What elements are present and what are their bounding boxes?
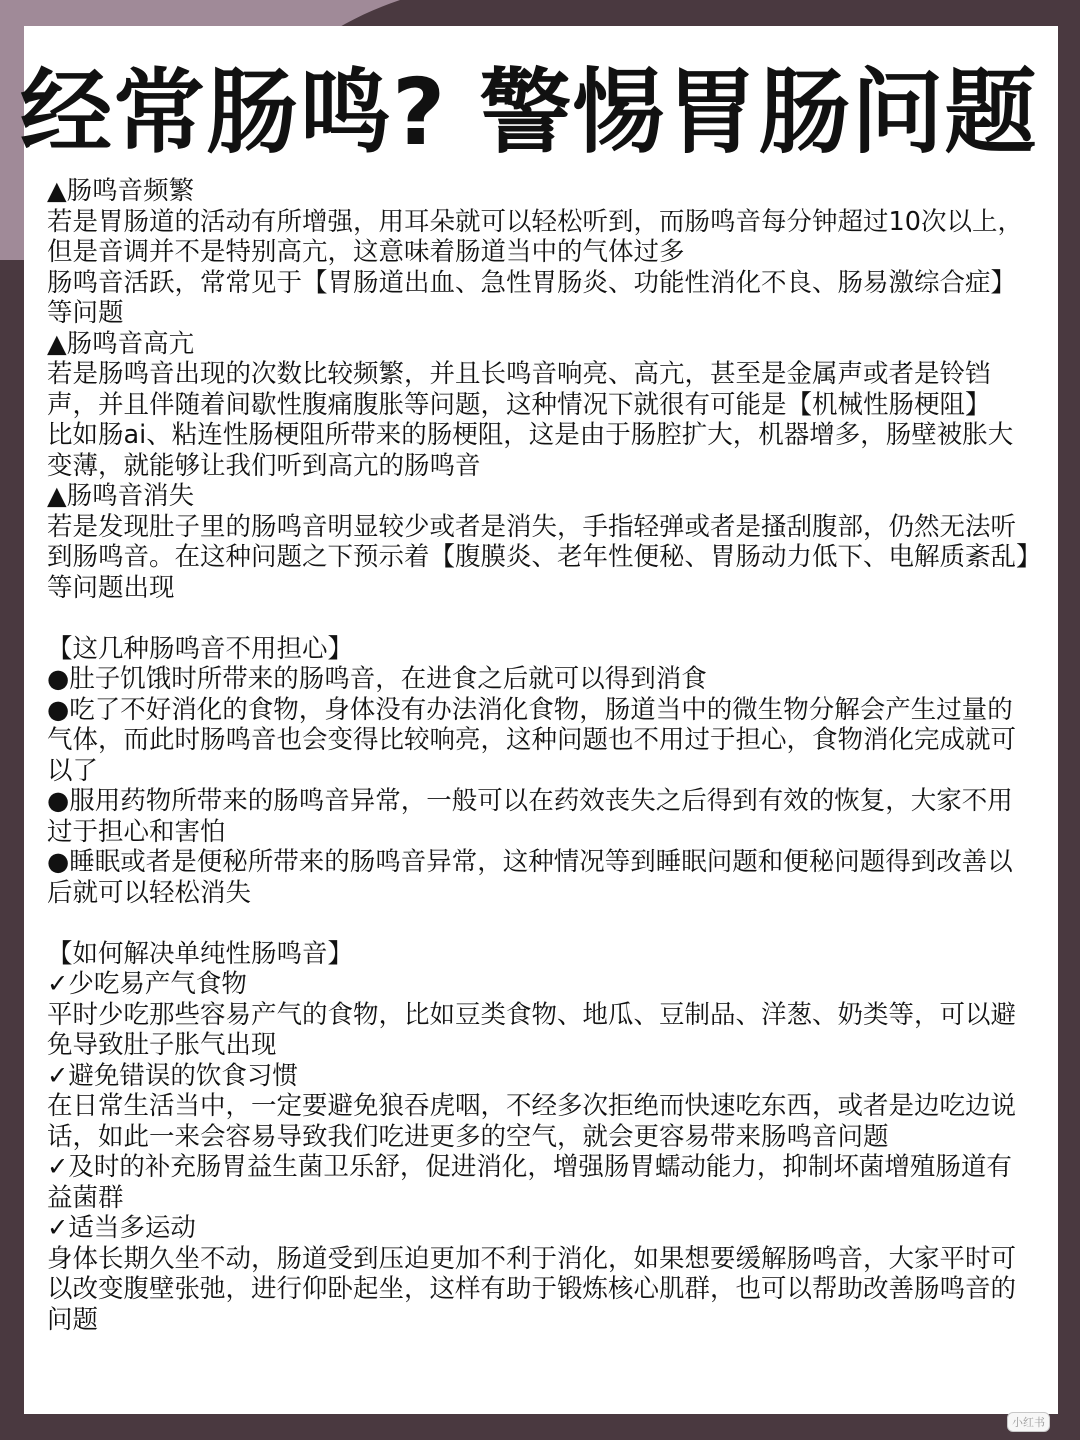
paragraph: 比如肠ai、粘连性肠梗阻所带来的肠梗阻，这是由于肠腔扩大，机器增多，肠壁被胀大变薄，就能够让我们听到高亢的肠鸣音 xyxy=(47,420,1014,481)
section-heading: ▲肠鸣音频繁 xyxy=(47,176,195,206)
list-item: ●睡眠或者是便秘所带来的肠鸣音异常，这种情况等到睡眠问题和便秘问题得到改善以后就可以轻松消失 xyxy=(47,847,1013,908)
section-heading: ▲肠鸣音高亢 xyxy=(47,328,195,359)
spacer xyxy=(47,603,1037,634)
paragraph: 若是发现肚子里的肠鸣音明显较少或者是消失，手指轻弹或者是搔刮腹部，仍然无法听到肠鸣音。在这种问题之下预示着【腹膜炎、老年性便秘、胃肠动力低下、电解质紊乱】等问题出现 xyxy=(47,511,1029,603)
list-item: ●肚子饥饿时所带来的肠鸣音，在进食之后就可以得到消食 xyxy=(47,664,707,694)
page-title: 经常肠鸣? 警惕胃肠问题 xyxy=(20,59,1038,166)
solution-title: ✓适当多运动 xyxy=(47,1213,196,1243)
solution-title: ✓避免错误的饮食习惯 xyxy=(47,1060,298,1091)
list-item: ●服用药物所带来的肠鸣音异常，一般可以在药效丧失之后得到有效的恢复，大家不用过于担心和害怕 xyxy=(47,786,1013,847)
solution-title: ✓少吃易产气食物 xyxy=(47,969,247,999)
spacer xyxy=(47,908,1037,939)
solution-title: ✓及时的补充肠胃益生菌卫乐舒，促进消化，增强肠胃蠕动能力，抑制坏菌增殖肠道有益菌群 xyxy=(47,1152,1012,1213)
paragraph: 若是肠鸣音出现的次数比较频繁，并且长鸣音响亮、高亢，甚至是金属声或者是铃铛声，并且伴随着间歇性腹痛腹胀等问题，这种情况下就很有可能是【机械性肠梗阻】 xyxy=(47,359,991,420)
paragraph: 若是胃肠道的活动有所增强，用耳朵就可以轻松听到，而肠鸣音每分钟超过10次以上，但是音调并不是特别高亢，这意味着肠道当中的气体过多 xyxy=(47,206,1023,267)
no-worry-heading: 【这几种肠鸣音不用担心】 xyxy=(47,633,354,664)
section-heading: ▲肠鸣音消失 xyxy=(47,481,195,511)
solution-desc: 身体长期久坐不动，肠道受到压迫更加不利于消化，如果想要缓解肠鸣音，大家平时可以改变腹壁张弛，进行仰卧起坐，这样有助于锻炼核心肌群，也可以帮助改善肠鸣音的问题 xyxy=(47,1243,1017,1335)
solutions-heading: 【如何解决单纯性肠鸣音】 xyxy=(47,938,354,969)
solution-desc: 平时少吃那些容易产气的食物，比如豆类食物、地瓜、豆制品、洋葱、奶类等，可以避免导致肚子胀气出现 xyxy=(47,999,1017,1060)
article-body xyxy=(47,176,1037,1335)
solution-desc: 在日常生活当中，一定要避免狼吞虎咽，不经多次拒绝而快速吃东西，或者是边吃边说话，如此一来会容易导致我们吃进更多的空气，就会更容易带来肠鸣音问题 xyxy=(47,1091,1017,1152)
list-item: ●吃了不好消化的食物，身体没有办法消化食物，肠道当中的微生物分解会产生过量的气体，而此时肠鸣音也会变得比较响亮，这种问题也不用过于担心，食物消化完成就可以了 xyxy=(47,694,1017,786)
watermark-logo: 小红书 xyxy=(1007,1412,1050,1432)
paragraph: 肠鸣音活跃，常常见于【胃肠道出血、急性胃肠炎、功能性消化不良、肠易激综合症】等问题 xyxy=(47,267,1017,328)
